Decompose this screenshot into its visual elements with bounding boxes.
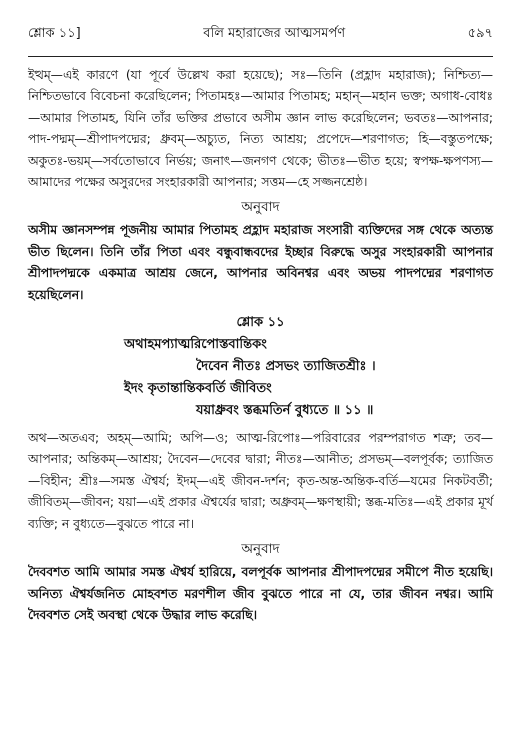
synonyms-verse-10: ইত্থম্—এই কারণে (যা পূর্বে উল্লেখ করা হয়েছে); সঃ—তিনি (প্রহ্লাদ মহারাজ); নিশ্চিত্য—নিশ্চিতভাবে বিবেচনা করেছিলেন; পিতামহঃ—আমার পিতামহ; মহান্—মহান ভক্ত; অগাধ-বোধঃ—আমার পিতামহ, যিনি তাঁর ভক্তির প্রভাবে অসীম জ্ঞান লাভ করেছিলেন; ভবতঃ—আপনার; পাদ-পদ্মম্—শ্রীপাদপদ্মের; ধ্রুবম্—অচ্যুত, নিত্য আশ্রয়; প্রপেদে—শরণাগত; হি—বস্তুতপক্ষে; অকুতঃ-ভয়ম্—সর্বতোভাবে নির্ভয়; জনাৎ—জনগণ থেকে; ভীতঃ—ভীত হয়ে; স্বপক্ষ-ক্ষপণস্য—আমাদের পক্ষের অসুরদের সংহারকারী আপনার; সত্তম—হে সজ্জনশ্রেষ্ঠ। xyxy=(28,68,493,190)
verse-number: শ্লোক ১১ xyxy=(236,315,285,331)
verse-line-3: ইদং কৃতান্তান্তিকবর্তি জীবিতং xyxy=(124,381,272,397)
verse-line-1: অথাহমপ্যাত্মরিপোস্তবান্তিকং xyxy=(124,337,267,353)
header-rule xyxy=(28,56,493,57)
verse-reference: শ্লোক ১১] xyxy=(28,26,81,41)
synonyms-verse-11: অথ—অতএব; অহম্—আমি; অপি—ও; আত্ম-রিপোঃ—পরিবারের পরম্পরাগত শত্রু; তব—আপনার; অন্তিকম্—আশ্রয়; দৈবেন—দেবের দ্বারা; নীতঃ—আনীত; প্রসভম্—বলপূর্বক; ত্যাজিত—বিহীন; শ্রীঃ—সমস্ত ঐশ্বর্য; ইদম্—এই জীবন-দর্শন; কৃত-অন্ত-অন্তিক-বর্তি—যমের নিকটবর্তী; জীবিতম্—জীবন; যয়া—এই প্রকার ঐশ্বর্যের দ্বারা; অধ্রুবম্—ক্ষণস্থায়ী; স্তব্ধ-মতিঃ—এই প্রকার মূর্খ ব্যক্তি; ন বুধ্যতে—বুঝতে পারে না। xyxy=(28,431,493,531)
verse-line-2: দৈবেন নীতঃ প্রসভং ত্যাজিতশ্রীঃ । xyxy=(196,359,376,375)
translation-verse-10: অসীম জ্ঞানসম্পন্ন পূজনীয় আমার পিতামহ প্রহ্লাদ মহারাজ সংসারী ব্যক্তিদের সঙ্গ থেকে অত্যন্ত ভীত ছিলেন। তিনি তাঁর পিতা এবং বন্ধুবান্ধবদের ইচ্ছার বিরুদ্ধে অসুর সংহারকারী আপনার শ্রীপাদপদ্মকে একমাত্র আশ্রয় জেনে, আপনার অবিনশ্বর এবং অভয় পাদপদ্মের শরণাগত হয়েছিলেন। xyxy=(28,223,493,302)
page-number: ৫৯৭ xyxy=(467,26,493,41)
translation-verse-11: দৈববশত আমি আমার সমস্ত ঐশ্বর্য হারিয়ে, বলপূর্বক আপনার শ্রীপাদপদ্মের সমীপে নীত হয়েছি। অনিত্য ঐশ্বর্যজনিত মোহবশত মরণশীল জীব বুঝতে পারে না যে, তার জীবন নশ্বর। আমি দৈববশত সেই অবস্থা থেকে উদ্ধার লাভ করেছি। xyxy=(28,565,493,622)
chapter-title: বলি মহারাজের আত্মসমর্পণ xyxy=(203,26,346,41)
sanskrit-verse xyxy=(28,334,493,422)
page-header xyxy=(28,0,493,56)
verse-line-4: যয়াধ্রুবং স্তব্ধমতির্ন বুধ্যতে ॥ ১১ ॥ xyxy=(196,403,374,419)
translation-heading-1: অনুবাদ xyxy=(241,199,280,216)
translation-heading-2: অনুবাদ xyxy=(241,541,280,558)
